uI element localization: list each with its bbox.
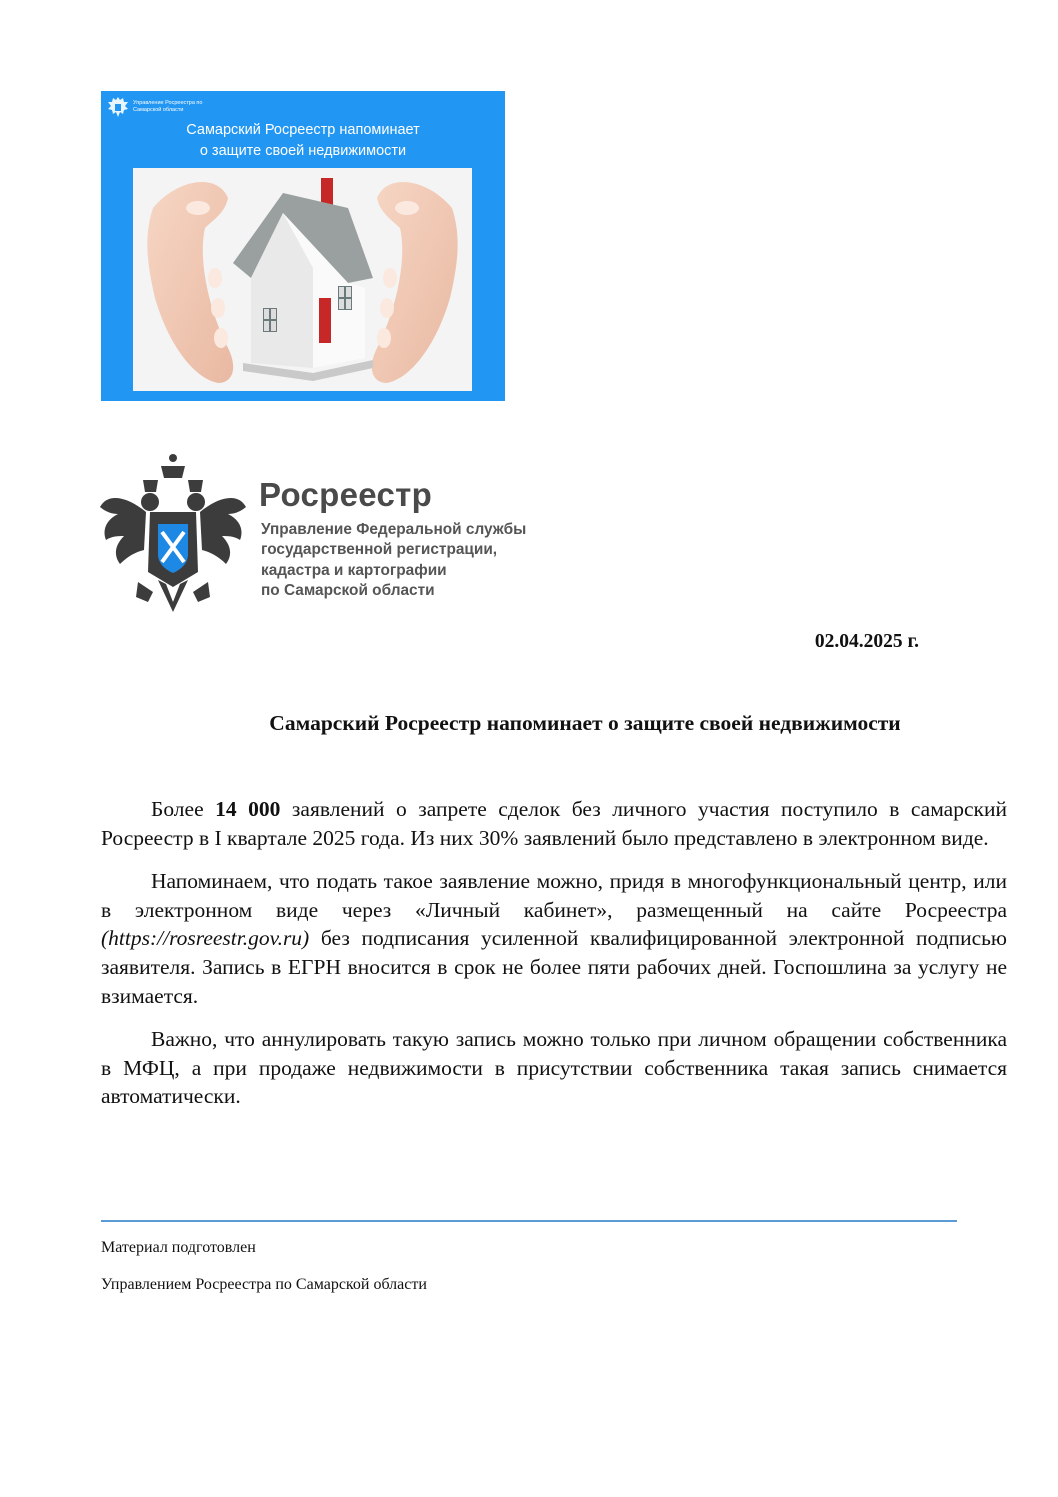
org-subtitle-line: по Самарской области: [261, 581, 435, 599]
paragraph-text: без подписания усиленной квалифицированной электронной подписью заявителя. Запись в ЕГРН вносится в срок не более пяти рабочих дней. Госпошлина за услугу не взимается.: [101, 926, 1007, 1008]
paragraph-2: [101, 867, 1007, 1010]
org-subtitle-line: кадастра и картографии: [261, 561, 447, 579]
hands-house-photo: [133, 168, 472, 391]
org-brand-name: Росреестр: [259, 476, 433, 513]
banner-title-line1: Самарский Росреестр напоминает: [186, 122, 420, 138]
document-date: 02.04.2025 г.: [814, 631, 919, 652]
paragraph-text: заявлений о запрете сделок без личного участия поступило в самарский Росреестр в I квартале 2025 года. Из них 30% заявлений было представлено в электронном виде.: [101, 797, 1007, 850]
article-body: [101, 795, 1007, 1126]
paragraph-3: Важно, что аннулировать такую запись можно только при личном обращении собственника в МФЦ, а при продаже недвижимости в присутствии собственника такая запись снимается автоматически.: [101, 1027, 1007, 1109]
paragraph-text: Напоминаем, что подать такое заявление можно, придя в многофункциональный центр, или в электронном виде через «Личный кабинет», размещенный на сайте Росреестра: [101, 869, 1007, 922]
paragraph-text: Более: [151, 797, 216, 821]
highlight-number: 14 000: [215, 797, 281, 821]
footer-divider: [101, 1220, 957, 1222]
rosreestr-emblem-icon: [98, 452, 248, 617]
org-subtitle-line: Управление Федеральной службы: [261, 521, 527, 538]
banner-org-text: Управление Росреестра по Самарской области: [133, 100, 203, 113]
banner-title-line2: о защите своей недвижимости: [199, 143, 407, 159]
banner-title: [101, 120, 505, 162]
org-subtitle-line: государственной регистрации,: [261, 541, 498, 559]
org-subtitle: [261, 520, 581, 601]
footer-line-1: Материал подготовлен: [101, 1239, 256, 1256]
footer-line-2: Управлением Росреестра по Самарской области: [101, 1276, 427, 1293]
paragraph-1: [101, 795, 1007, 852]
rosreestr-emblem-small-icon: [107, 95, 129, 119]
article-headline: Самарский Росреестр напоминает о защите своей недвижимости: [269, 711, 901, 735]
banner-image: [101, 91, 505, 401]
website-link[interactable]: (https://rosreestr.gov.ru): [101, 926, 310, 951]
